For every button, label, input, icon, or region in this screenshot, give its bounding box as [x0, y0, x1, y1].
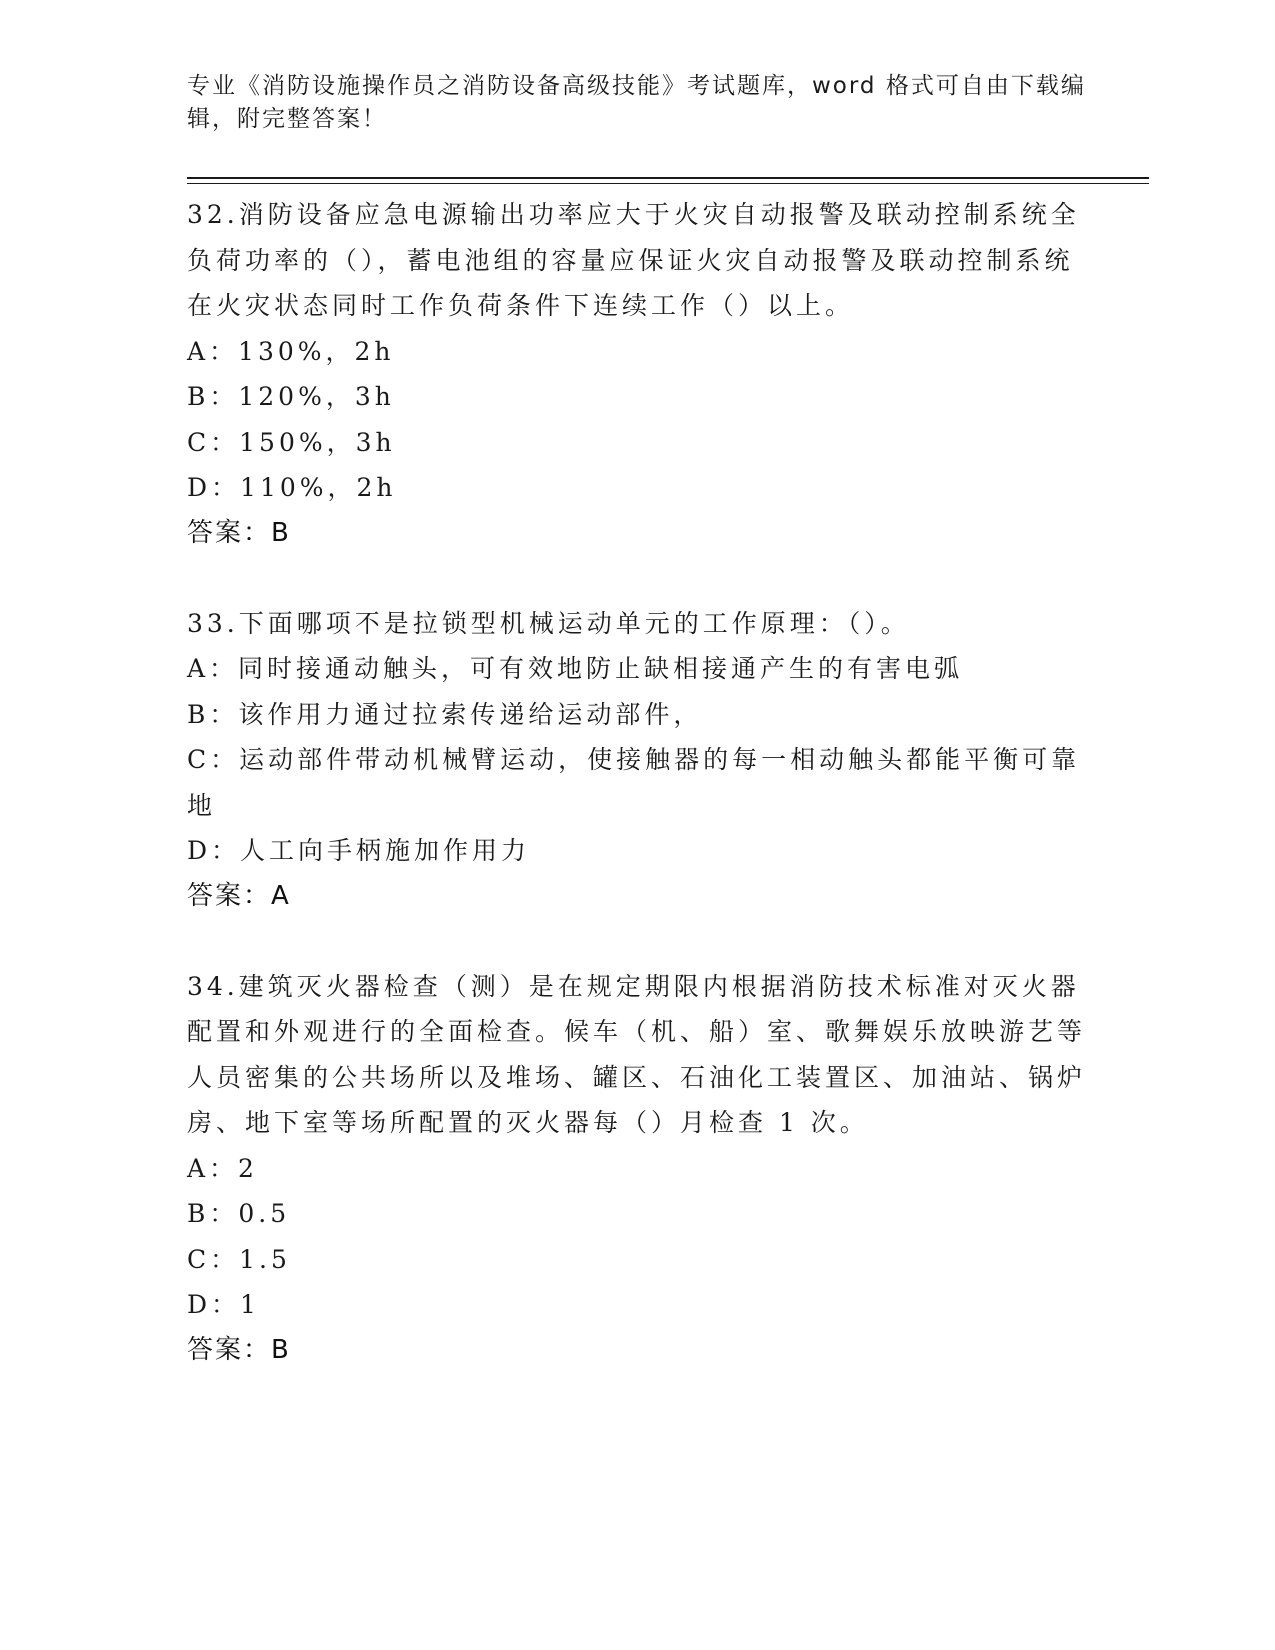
- answer-label: 答案：B: [187, 1334, 291, 1365]
- option-d: D：110%，2h: [187, 473, 397, 502]
- header-divider-thick: [187, 177, 1149, 179]
- option-d: D：人工向手柄施加作用力: [187, 836, 531, 865]
- question-text: 33.下面哪项不是拉锁型机械运动单元的工作原理：（）。: [187, 608, 910, 638]
- question-33: [187, 601, 1087, 919]
- question-text: 32.消防设备应急电源输出功率应大于火灾自动报警及联动控制系统全负荷功率的（），蓄电池组的容量应保证火灾自动报警及联动控制系统在火灾状态同时工作负荷条件下连续工作（）以上。: [187, 200, 1080, 320]
- question-list: [187, 192, 1087, 1418]
- option-d: D：1: [187, 1290, 260, 1319]
- answer-label: 答案：B: [187, 517, 291, 548]
- option-c: C：150%，3h: [187, 427, 396, 457]
- option-a: A：2: [187, 1153, 258, 1183]
- option-a: A：130%，2h: [187, 336, 395, 366]
- answer-label: 答案：A: [187, 880, 291, 911]
- option-c: C：1.5: [187, 1244, 291, 1274]
- option-c: C：运动部件带动机械臂运动，使接触器的每一相动触头都能平衡可靠地: [187, 745, 1081, 820]
- option-a: A：同时接通动触头，可有效地防止缺相接通产生的有害电弧: [187, 654, 964, 683]
- option-b: B：120%，3h: [187, 382, 395, 411]
- question-32: [187, 192, 1087, 556]
- header-divider-thin: [187, 183, 1149, 184]
- option-b: B：该作用力通过拉索传递给运动部件，: [187, 699, 703, 729]
- document-header: 专业《消防设施操作员之消防设备高级技能》考试题库，word 格式可自由下载编辑，附完整答案！: [187, 73, 1086, 132]
- question-34: [187, 964, 1087, 1373]
- question-text: 34.建筑灭火器检查（测）是在规定期限内根据消防技术标准对灭火器配置和外观进行的全面检查。候车（机、船）室、歌舞娱乐放映游艺等人员密集的公共场所以及堆场、罐区、石油化工装置区、加油站、锅炉房、地下室等场所配置的灭火器每（）月检查 1 次。: [187, 971, 1087, 1137]
- option-b: B：0.5: [187, 1199, 291, 1228]
